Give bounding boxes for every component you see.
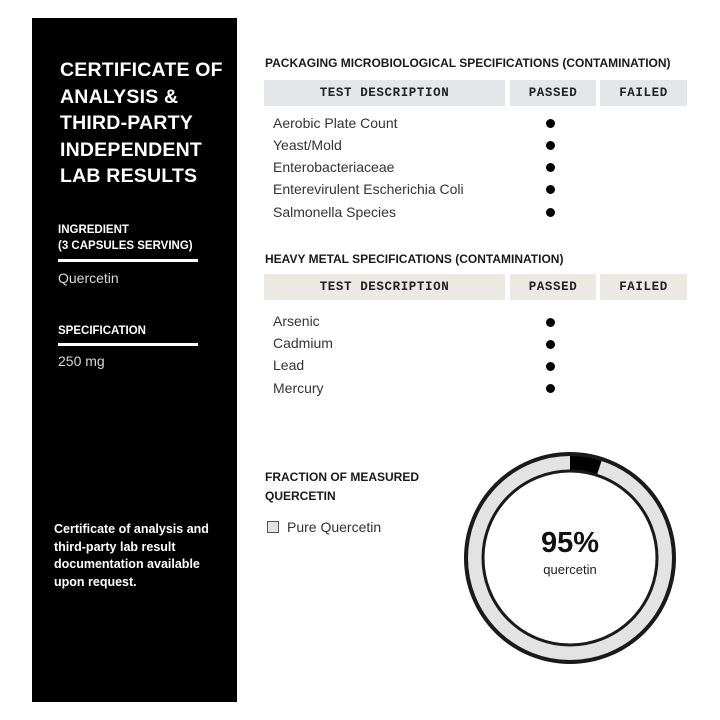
heavy-header-passed: PASSED [510, 274, 596, 300]
fraction-title-line-2: QUERCETIN [265, 489, 336, 503]
passed-marker [546, 208, 555, 217]
fraction-title-line-1: FRACTION OF MEASURED [265, 470, 419, 484]
legend-label: Pure Quercetin [287, 519, 382, 535]
passed-marker [546, 384, 555, 393]
micro-header-passed: PASSED [510, 80, 596, 106]
specification-value: 250 mg [58, 353, 105, 369]
micro-row-test: Enterevirulent Escherichia Coli [273, 181, 464, 197]
heavy-header-test: TEST DESCRIPTION [264, 274, 505, 300]
percent-value: 95% [540, 527, 600, 559]
micro-row-test: Salmonella Species [273, 204, 396, 220]
heavy-row-test: Cadmium [273, 335, 333, 351]
micro-header-failed: FAILED [600, 80, 687, 106]
percent-caption: quercetin [543, 562, 597, 577]
micro-section-title: PACKAGING MICROBIOLOGICAL SPECIFICATIONS (CONTAMINATION) [265, 56, 671, 70]
passed-marker [546, 163, 555, 172]
passed-marker [546, 318, 555, 327]
heavy-header-failed: FAILED [600, 274, 687, 300]
donut-slice-remainder [570, 463, 600, 468]
heavy-section-title: HEAVY METAL SPECIFICATIONS (CONTAMINATION) [265, 252, 564, 266]
sidebar-panel [32, 18, 237, 702]
micro-row-test: Yeast/Mold [273, 137, 342, 153]
micro-header-test: TEST DESCRIPTION [264, 80, 505, 106]
ingredient-value: Quercetin [58, 270, 119, 286]
micro-row-test: Aerobic Plate Count [273, 115, 398, 131]
passed-marker [546, 141, 555, 150]
page-title: CERTIFICATE OF ANALYSIS & THIRD-PARTY INDEPENDENT LAB RESULTS [60, 59, 223, 187]
passed-marker [546, 362, 555, 371]
ingredient-label-line-1: INGREDIENT [58, 224, 129, 236]
documentation-note: Certificate of analysis and third-party lab result documentation available upon request. [54, 522, 209, 589]
passed-marker [546, 185, 555, 194]
fraction-title [265, 468, 419, 506]
heavy-row-test: Arsenic [273, 313, 320, 329]
heavy-row-test: Lead [273, 357, 305, 373]
ingredient-divider [58, 259, 198, 262]
specification-divider [58, 343, 198, 346]
legend-swatch [267, 521, 279, 533]
heavy-row-test: Mercury [273, 380, 324, 396]
passed-marker [546, 340, 555, 349]
ingredient-label-line-2: (3 CAPSULES SERVING) [58, 240, 193, 252]
micro-row-test: Enterobacteriaceae [273, 159, 395, 175]
ingredient-label [58, 222, 193, 254]
passed-marker [546, 119, 555, 128]
specification-label: SPECIFICATION [58, 325, 146, 337]
